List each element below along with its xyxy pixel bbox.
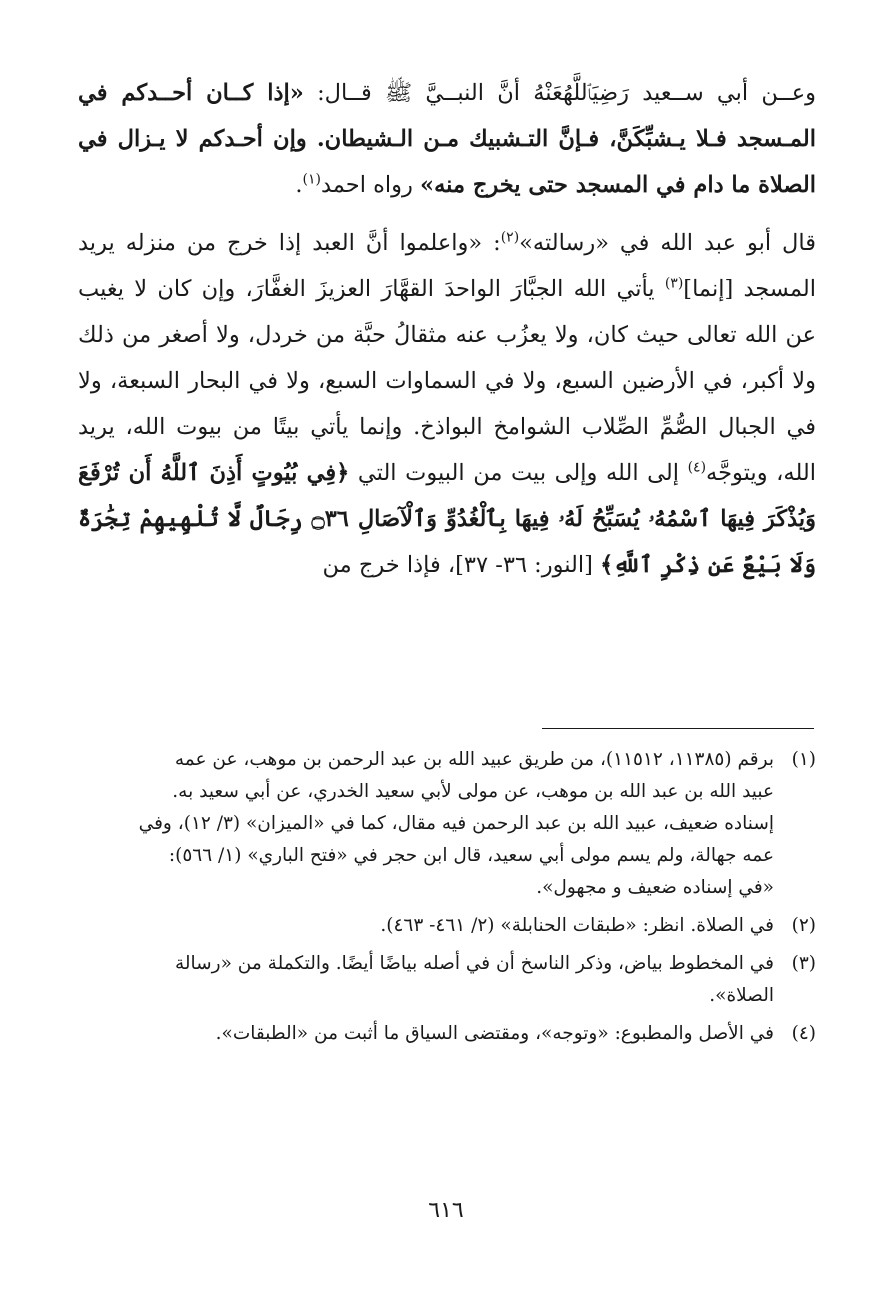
hadith-text: «إذا كــان أحــدكم في المـسجد فـلا يـشبِّكَنَّ، فـإنَّ التـشبيك مـن الـشيطان. وإن أحـدكم لا يـزال في الصلاة ما دام في المسجد حتى يخرج منه»	[78, 80, 816, 198]
page-number: ٦١٦	[428, 1198, 464, 1223]
honorific-glyph: رَضِيَٱللَّهُعَنْهُ	[533, 80, 630, 106]
footnote-body	[78, 910, 774, 942]
footnote-2	[78, 910, 816, 942]
risala-text-3: يأتي الله الجبَّارَ الواحدَ القهَّارَ العزيزَ الغفَّارَ، وإن كان لا يغيب عن الله تعالى حيث كان، ولا يعزُب عنه مثقالُ حبَّة من خردل، ولا أصغر من ذلك ولا أكبر، في الأرضين السبع، ولا في السماوات السبع، ولا في البحار السبعة، ولا في الجبال الصُّمِّ الصِّلاب الشوامخ البواذخ. وإنما يأتي بيتًا من بيوت الله، يريد الله، ويتوجَّه	[78, 276, 817, 486]
footnote-body	[78, 744, 774, 904]
footnote-ref-1[interactable]: (١)	[302, 171, 321, 188]
mid-text: أنَّ النبــيَّ	[412, 80, 534, 106]
risala-text-5: ، فإذا خرج من	[322, 552, 456, 578]
footnote-divider	[542, 728, 814, 729]
footnote-ref-4[interactable]: (٤)	[687, 459, 707, 476]
end-mark: .	[295, 172, 303, 198]
footnote-number: (١)	[791, 749, 816, 770]
intro-text: وعــن أبي ســعيد	[629, 80, 816, 106]
source-text: رواه احمد	[320, 172, 421, 198]
footnote-line: عبيد الله بن عبد الله بن موهب، عن مولى لأبي سعيد الخدري، عن أبي سعيد به.	[172, 781, 774, 802]
footnote-number: (٣)	[791, 953, 816, 974]
risala-text-1: قال أبو عبد الله في «رسالته»	[519, 230, 816, 256]
paragraph-hadith	[78, 70, 816, 208]
footnote-number: (٢)	[791, 915, 816, 936]
salutation-glyph: ﷺ	[385, 80, 413, 106]
footnote-3	[78, 948, 816, 1012]
main-text	[78, 70, 816, 588]
footnote-line: في الصلاة. انظر: «طبقات الحنابلة» (٢/ ٤٦١- ٤٦٣).	[380, 915, 774, 936]
footnote-line: إسناده ضعيف، عبيد الله بن عبد الرحمن فيه مقال، كما في «الميزان» (٣/ ١٢)، وفي	[138, 813, 774, 834]
risala-text-4: إلى الله وإلى بيت من البيوت التي	[349, 460, 688, 486]
risala-text-2: : «واعلموا أنَّ العبد إذا خرج من منزله يريد المسجد [إنما]	[78, 230, 816, 302]
footnote-ref-2[interactable]: (٢)	[500, 229, 520, 246]
footnote-ref-3[interactable]: (٣)	[664, 275, 684, 292]
footnote-body	[78, 948, 774, 1012]
paragraph-risala	[78, 220, 816, 588]
quran-verse: ﴿فِي بُيُوتٍ أَذِنَ ٱللَّهُ أَن تُرْفَعَ وَيُذْكَرَ فِيهَا ٱسْمُهُۥ يُسَبِّحُ لَهُۥ فِيهَا بِٱلْغُدُوِّ وَٱلْآصَالِ ۝٣٦ رِجَالٌ لَّا تُلْهِيهِمْ تِجَٰرَةٌ وَلَا بَيْعٌ عَن ذِكْرِ ٱللَّهِ﴾	[78, 460, 816, 578]
footnote-1	[78, 744, 816, 904]
qala-text: قــال:	[303, 80, 386, 106]
footnote-line: برقم (١١٣٨٥، ١١٥١٢)، من طريق عبيد الله بن عبد الرحمن بن موهب، عن عمه	[174, 749, 774, 770]
footnotes	[78, 744, 816, 1056]
footnote-body	[78, 1018, 774, 1050]
footnote-number: (٤)	[791, 1023, 816, 1044]
footnote-line: «في إسناده ضعيف و مجهول».	[536, 877, 774, 898]
verse-citation: [النور: ٣٦- ٣٧]	[455, 552, 601, 578]
footnote-line: عمه جهالة، ولم يسم مولى أبي سعيد، قال ابن حجر في «فتح الباري» (١/ ٥٦٦):	[168, 845, 774, 866]
footnote-line: الصلاة».	[709, 985, 774, 1006]
page-body	[78, 70, 816, 588]
footnote-line: في الأصل والمطبوع: «وتوجه»، ومقتضى السياق ما أثبت من «الطبقات».	[215, 1023, 774, 1044]
footnote-4	[78, 1018, 816, 1050]
footnote-line: في المخطوط بياض، وذكر الناسخ أن في أصله بياضًا أيضًا. والتكملة من «رسالة	[174, 953, 774, 974]
